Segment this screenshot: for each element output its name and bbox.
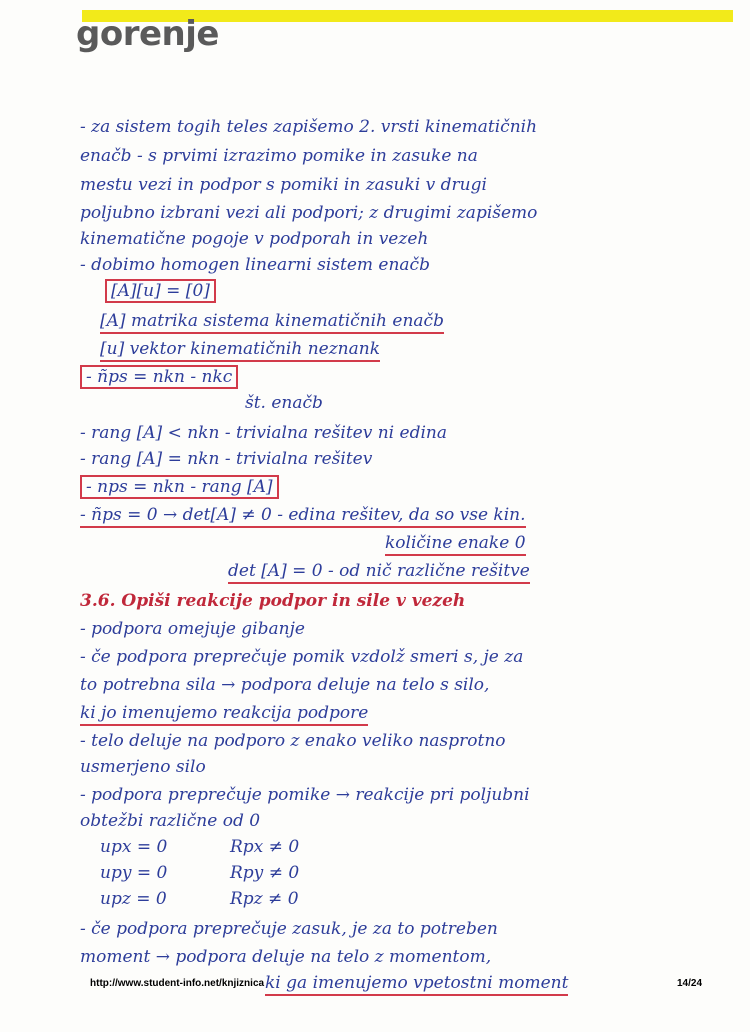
underlined-text: - ñps = 0 → det[A] ≠ 0 - edina rešitev, da so vse kin.: [80, 505, 526, 528]
text-line: - podpora omejuje gibanje: [80, 619, 305, 639]
equation-box: [80, 476, 730, 498]
underlined-text: det [A] = 0 - od nič različne rešitve: [228, 561, 530, 584]
text-line: usmerjeno silo: [80, 757, 206, 777]
text-line: št. enačb: [245, 393, 323, 413]
text-line: - rang [A] = nkn - trivialna rešitev: [80, 449, 373, 469]
gorenje-logo: gorenje: [76, 14, 219, 54]
text-line: - telo deluje na podporo z enako veliko nasprotno: [80, 731, 506, 751]
footer-url-link[interactable]: http://www.student-info.net/knjiznica: [90, 978, 265, 989]
text-line: [80, 702, 730, 724]
boxed-equation: - ñps = nkn - nkc: [80, 365, 238, 389]
text-line: mestu vezi in podpor s pomiki in zasuki v drugi: [80, 175, 487, 195]
underlined-text: ki ga imenujemo vpetostni moment: [265, 973, 568, 996]
text-line: [100, 310, 750, 332]
condition-left: upx = 0: [100, 837, 168, 857]
text-line: - dobimo homogen linearni sistem enačb: [80, 255, 430, 275]
equation-box: [80, 366, 730, 388]
text-line: - rang [A] < nkn - trivialna rešitev ni edina: [80, 423, 447, 443]
boxed-equation: [A][u] = [0]: [105, 279, 216, 303]
text-line: obtežbi različne od 0: [80, 811, 261, 831]
underlined-text: [A] matrika sistema kinematičnih enačb: [100, 311, 444, 334]
text-line: kinematične pogoje v podporah in vezeh: [80, 229, 429, 249]
underlined-text: količine enake 0: [385, 533, 526, 556]
text-line: moment → podpora deluje na telo z momentom,: [80, 947, 492, 967]
text-line: - če podpora preprečuje pomik vzdolž smeri s, je za: [80, 647, 524, 667]
underlined-text: ki jo imenujemo reakcija podpore: [80, 703, 368, 726]
condition-right: Rpz ≠ 0: [230, 889, 299, 909]
text-line: to potrebna sila → podpora deluje na telo s silo,: [80, 675, 490, 695]
text-line: - če podpora preprečuje zasuk, je za to potreben: [80, 919, 498, 939]
page-number: 14/24: [677, 978, 703, 989]
text-line: [385, 532, 750, 554]
underlined-text: [u] vektor kinematičnih neznank: [100, 339, 380, 362]
text-line: [100, 338, 750, 360]
condition-right: Rpx ≠ 0: [230, 837, 300, 857]
condition-left: upz = 0: [100, 889, 167, 909]
text-line: - za sistem togih teles zapišemo 2. vrsti kinematičnih: [80, 117, 538, 137]
condition-left: upy = 0: [100, 863, 168, 883]
equation-box: [105, 280, 216, 302]
text-line: poljubno izbrani vezi ali podpori; z drugimi zapišemo: [80, 203, 538, 223]
boxed-equation: - nps = nkn - rang [A]: [80, 475, 279, 499]
text-line: [228, 560, 750, 582]
text-line: enačb - s prvimi izrazimo pomike in zasuke na: [80, 146, 478, 166]
text-line: [265, 972, 568, 994]
section-heading: 3.6. Opiši reakcije podpor in sile v vezeh: [80, 591, 466, 611]
condition-right: Rpy ≠ 0: [230, 863, 300, 883]
text-line: - podpora preprečuje pomike → reakcije pri poljubni: [80, 785, 530, 805]
text-line: [80, 504, 730, 526]
